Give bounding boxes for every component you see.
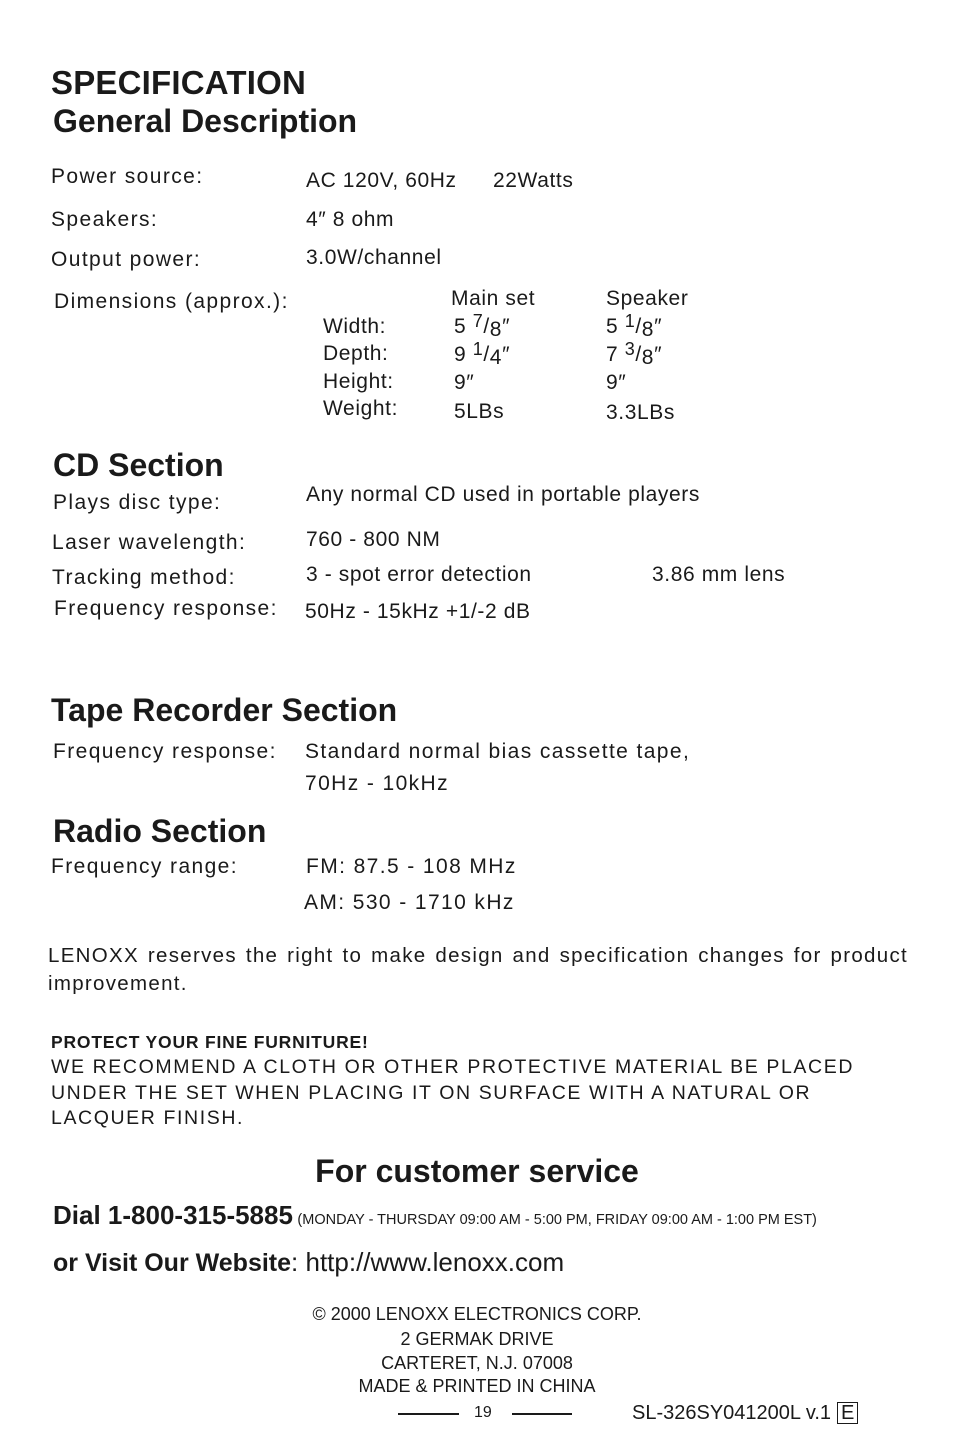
phone-number[interactable]: Dial 1-800-315-5885 [53, 1200, 293, 1230]
tape-frequency-line2: 70Hz - 10kHz [305, 772, 450, 795]
depth-main-value: 9 $^1/_4''$ [454, 339, 511, 369]
made-in-line: MADE & PRINTED IN CHINA [358, 1376, 596, 1396]
model-number: SL-326SY041200L v.1 [632, 1402, 832, 1424]
height-main-value: 9″ [454, 371, 475, 394]
power-source-watts: 22Watts [493, 169, 574, 192]
output-power-value: 3.0W/channel [306, 246, 442, 269]
disc-type-label: Plays disc type: [53, 491, 222, 514]
copyright-line: © 2000 LENOXX ELECTRONICS CORP. [312, 1304, 642, 1324]
tracking-lens-value: 3.86 mm lens [652, 563, 786, 586]
speakers-label: Speakers: [51, 208, 159, 231]
general-description-heading: General Description [53, 103, 358, 139]
depth-label: Depth: [323, 342, 389, 365]
customer-service-heading: For customer service [315, 1153, 639, 1189]
website-line [53, 1247, 564, 1278]
website-url[interactable]: : http://www.lenoxx.com [291, 1247, 565, 1277]
disc-type-value: Any normal CD used in portable players [306, 483, 700, 506]
protect-line-3: LACQUER FINISH. [51, 1107, 245, 1129]
laser-wavelength-label: Laser wavelength: [52, 531, 247, 554]
service-hours: (MONDAY - THURSDAY 09:00 AM - 5:00 PM, FRIDAY 09:00 AM - 1:00 PM EST) [297, 1212, 817, 1228]
protect-furniture-title: PROTECT YOUR FINE FURNITURE! [51, 1032, 369, 1052]
cd-section-heading: CD Section [53, 447, 224, 483]
tape-frequency-line1: Standard normal bias cassette tape, [305, 740, 691, 763]
width-main-value: 5 $^7/_8''$ [454, 311, 511, 341]
height-label: Height: [323, 370, 394, 393]
power-source-label: Power source: [51, 165, 204, 188]
design-change-notice: LENOXX reserves the right to make design and specification changes for product improvement. [48, 944, 908, 995]
speakers-value: 4″ 8 ohm [306, 208, 395, 231]
dial-line [53, 1200, 817, 1231]
weight-speaker-value: 3.3LBs [606, 401, 675, 424]
depth-speaker-value: 7 $^3/_8''$ [606, 339, 663, 369]
tracking-method-label: Tracking method: [52, 566, 236, 589]
dimensions-label: Dimensions (approx.): [54, 290, 289, 313]
spec-title: SPECIFICATION [51, 64, 306, 101]
output-power-label: Output power: [51, 248, 202, 271]
visit-website-label: or Visit Our Website [53, 1249, 292, 1277]
weight-label: Weight: [323, 397, 399, 420]
tape-section-heading: Tape Recorder Section [51, 692, 398, 728]
cd-frequency-label: Frequency response: [54, 597, 278, 620]
radio-am-value: AM: 530 - 1710 kHz [304, 891, 515, 914]
power-source-value: AC 120V, 60Hz [306, 169, 457, 192]
page-number: 19 [474, 1404, 492, 1421]
col-main-set: Main set [451, 287, 536, 310]
footer-rule-left [398, 1413, 459, 1415]
width-speaker-value: 5 $^1/_8''$ [606, 311, 663, 341]
cd-frequency-value: 50Hz - 15kHz +1/-2 dB [305, 600, 531, 623]
col-speaker: Speaker [606, 287, 689, 310]
protect-line-2: UNDER THE SET WHEN PLACING IT ON SURFACE WITH A NATURAL OR [51, 1082, 812, 1104]
width-label: Width: [323, 315, 387, 338]
address-city: CARTERET, N.J. 07008 [381, 1353, 573, 1373]
address-street: 2 GERMAK DRIVE [400, 1329, 554, 1349]
weight-main-value: 5LBs [454, 400, 505, 423]
radio-section-heading: Radio Section [53, 813, 267, 849]
language-badge: E [837, 1402, 858, 1424]
tracking-method-value: 3 - spot error detection [306, 563, 532, 586]
model-code [632, 1402, 858, 1425]
protect-line-1: WE RECOMMEND A CLOTH OR OTHER PROTECTIVE MATERIAL BE PLACED [51, 1056, 854, 1078]
radio-range-label: Frequency range: [51, 855, 238, 878]
footer-rule-right [512, 1413, 572, 1415]
tape-frequency-label: Frequency response: [53, 740, 277, 763]
laser-wavelength-value: 760 - 800 NM [306, 528, 441, 551]
radio-fm-value: FM: 87.5 - 108 MHz [306, 855, 517, 878]
height-speaker-value: 9″ [606, 371, 627, 394]
